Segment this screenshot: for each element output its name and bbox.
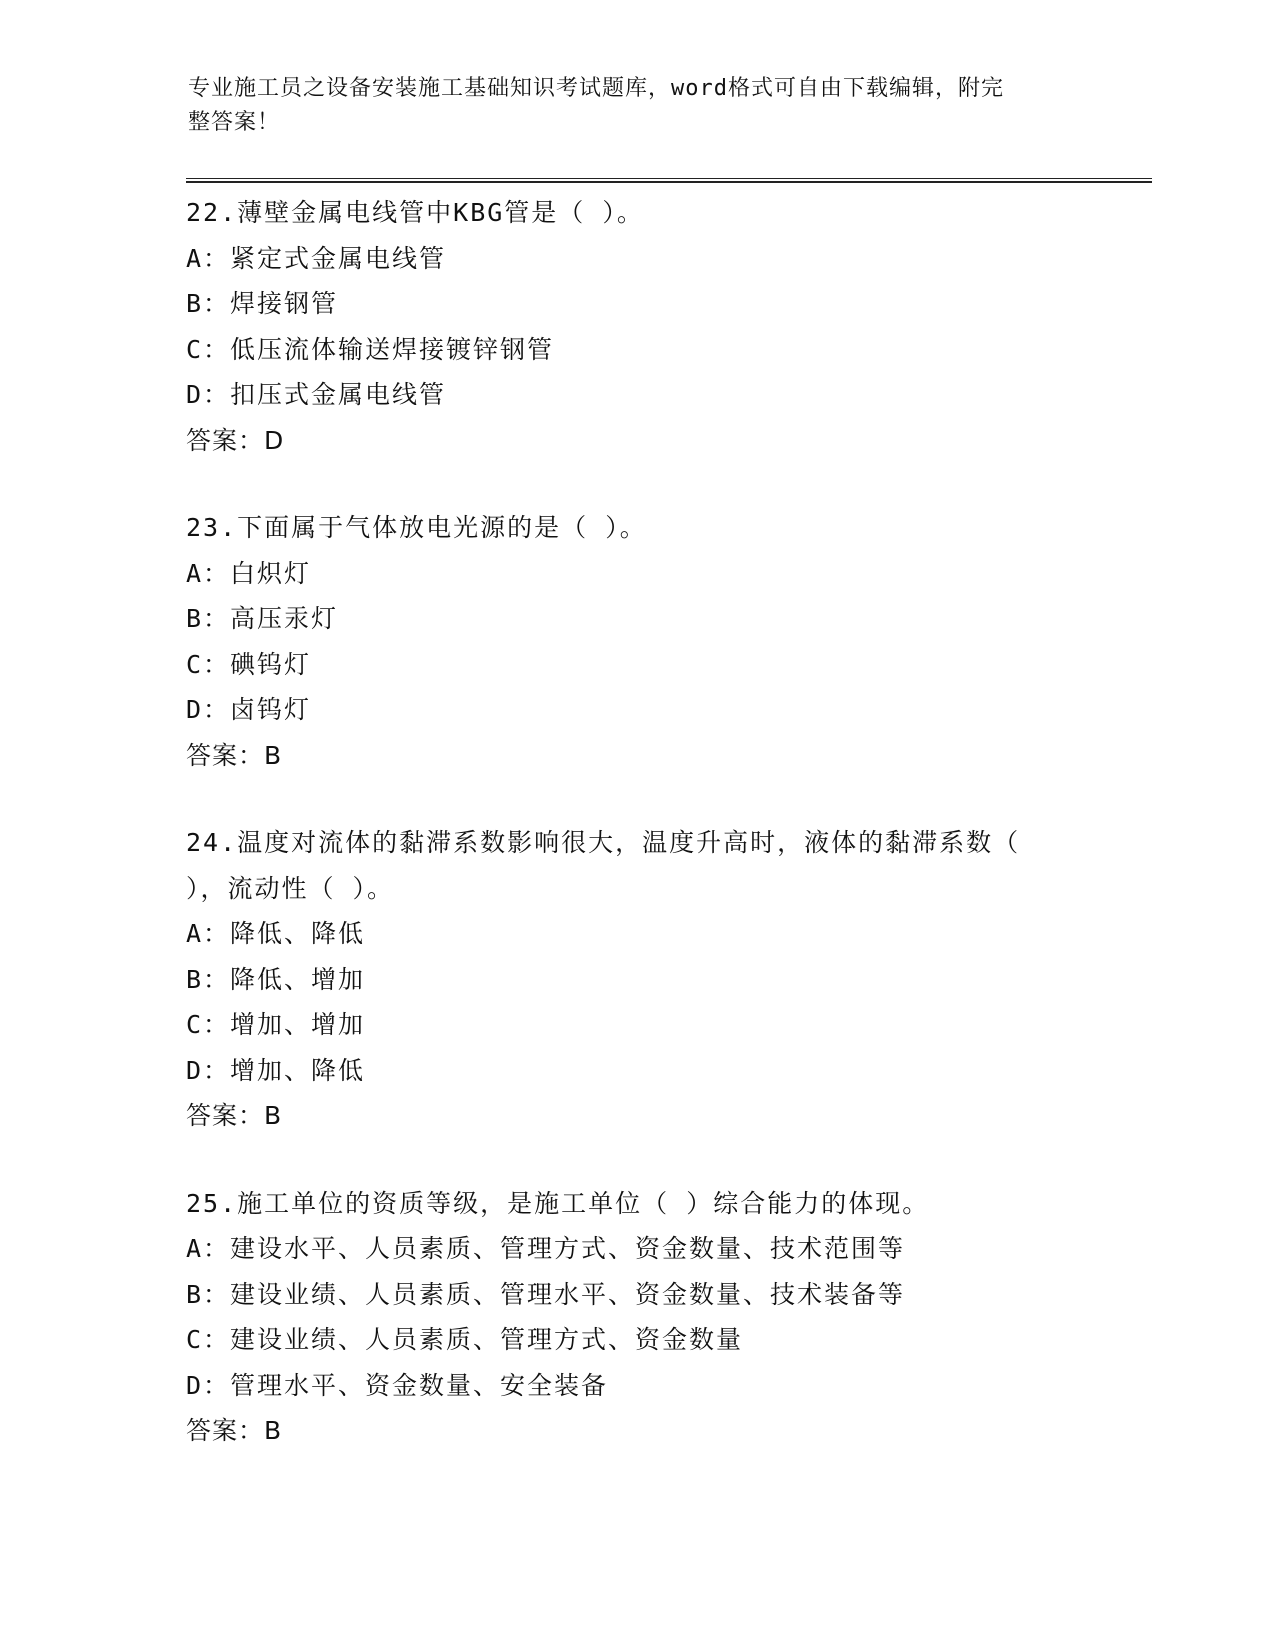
question-list: [186, 190, 1086, 1496]
option-a: A：降低、降低: [186, 919, 366, 948]
header-divider: [186, 178, 1152, 183]
answer: 答案：B: [186, 1101, 283, 1130]
answer: 答案：D: [186, 425, 285, 455]
option-a: A：紧定式金属电线管: [186, 243, 447, 273]
option-d: D：增加、降低: [186, 1055, 366, 1085]
question-stem: 22.薄壁金属电线管中KBG管是（ ）。: [186, 198, 644, 227]
header-line-1: 专业施工员之设备安装施工基础知识考试题库，word格式可自由下载编辑，附完: [188, 76, 1004, 101]
option-a: A：白炽灯: [186, 558, 312, 588]
question-23: [186, 505, 1086, 778]
question-stem-continued: ），流动性（ ）。: [186, 873, 395, 903]
question-stem: 25.施工单位的资质等级，是施工单位（ ）综合能力的体现。: [186, 1188, 930, 1218]
option-b: B：建设业绩、人员素质、管理水平、资金数量、技术装备等: [186, 1279, 906, 1309]
question-stem: 24.温度对流体的黏滞系数影响很大，温度升高时，液体的黏滞系数（: [186, 828, 1021, 857]
option-b: B：焊接钢管: [186, 289, 339, 318]
option-c: C：建设业绩、人员素质、管理方式、资金数量: [186, 1325, 744, 1354]
question-25: [186, 1181, 1086, 1454]
document-header: [188, 72, 1068, 140]
option-a: A：建设水平、人员素质、管理方式、资金数量、技术范围等: [186, 1234, 906, 1263]
header-line-2: 整答案！: [188, 110, 281, 135]
option-c: C：碘钨灯: [186, 649, 312, 679]
option-c: C：增加、增加: [186, 1010, 366, 1039]
answer: 答案：B: [186, 1416, 283, 1445]
option-d: D：扣压式金属电线管: [186, 380, 447, 409]
option-b: B：高压汞灯: [186, 604, 339, 633]
question-stem: 23.下面属于气体放电光源的是（ ）。: [186, 513, 647, 542]
question-22: [186, 190, 1086, 463]
option-c: C：低压流体输送焊接镀锌钢管: [186, 334, 555, 364]
option-b: B：降低、增加: [186, 964, 366, 994]
answer: 答案：B: [186, 740, 283, 770]
question-24: [186, 820, 1086, 1139]
option-d: D：管理水平、资金数量、安全装备: [186, 1370, 609, 1400]
option-d: D：卤钨灯: [186, 695, 312, 724]
